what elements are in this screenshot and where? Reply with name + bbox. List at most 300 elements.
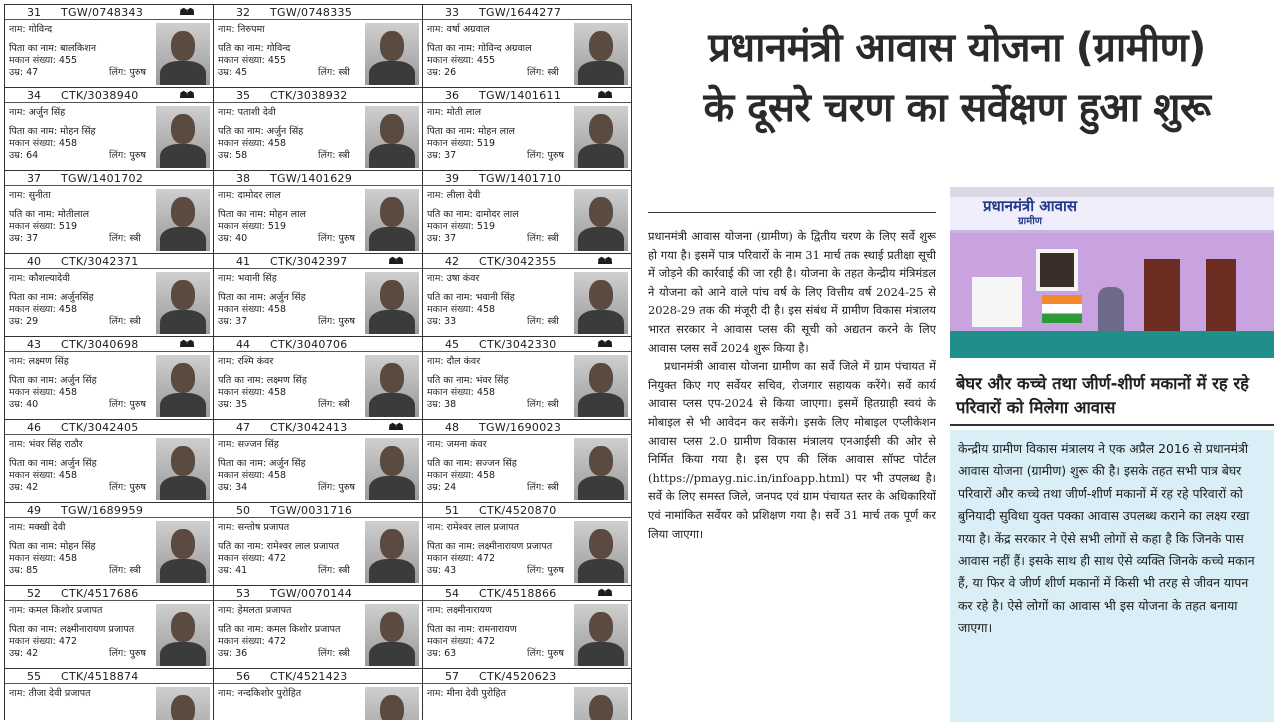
voter-relation: पिता का नाम: लक्ष्मीनारायण प्रजापत	[9, 624, 135, 635]
age-label: उम्र:	[427, 67, 442, 78]
age-label: उम्र:	[9, 316, 24, 327]
voter-photo-head	[171, 363, 195, 393]
voter-card	[214, 88, 423, 171]
voter-house-line	[218, 138, 286, 150]
voter-card-header	[214, 669, 422, 684]
voter-serial: 54	[445, 587, 459, 600]
voter-card	[214, 586, 423, 669]
voter-serial: 49	[27, 504, 41, 517]
voter-photo	[156, 189, 210, 251]
name-label: नाम:	[427, 688, 444, 699]
voter-gender: स्त्री	[547, 233, 559, 244]
voter-relation: पति का नाम: सज्जन सिंह	[427, 458, 517, 469]
voter-house-line	[9, 138, 77, 150]
voter-gender: पुरुष	[338, 482, 356, 493]
voter-gender: पुरुष	[547, 565, 565, 576]
voter-mark-icon: ☗☗	[597, 588, 611, 599]
article-paragraph-1: प्रधानमंत्री आवास योजना (ग्रामीण) के द्वितीय चरण के लिए सर्वे शुरू हो गया है। इसमें पात्र परिवारों के नाम 31 मार्च तक स्थाई प्रतीक्षा सूची में जोड़ने की कार्रवाई की जा रही है। योजना के तहत केन्द्रीय मंत्रिमंडल ने योजना को आने वाले पांच वर्ष के लिए वित्तीय वर्ष 2024-25 से 2028-29 तक की मंजूरी दी है। इस संबंध में ग्रामीण विकास मंत्रालय भारत सरकार ने आवास प्लस की सूची को अद्यतन करने के लिए आवास प्लस सर्वे 2024 शुरू किया है।	[648, 229, 936, 355]
name-label: नाम:	[427, 439, 444, 450]
name-label: नाम:	[218, 107, 235, 118]
house-label: मकान संख्या:	[427, 636, 474, 647]
voter-name-line	[427, 522, 519, 534]
age-label: उम्र:	[218, 648, 233, 659]
voter-serial: 44	[236, 338, 250, 351]
sidebar-box	[950, 430, 1274, 722]
voter-gender-line	[318, 316, 355, 328]
voter-gender-line	[527, 67, 559, 79]
voter-card	[214, 171, 423, 254]
photo-signboard	[960, 199, 1100, 229]
voter-name: भवानी सिंह	[237, 273, 277, 284]
voter-gender: स्त्री	[338, 399, 350, 410]
voter-house-number: 458	[476, 387, 496, 398]
age-label: उम्र:	[427, 482, 442, 493]
voter-name-line	[427, 273, 479, 285]
voter-name-line	[9, 190, 51, 202]
name-label: नाम:	[218, 273, 235, 284]
house-label: मकान संख्या:	[427, 138, 474, 149]
voter-photo-body	[578, 61, 624, 85]
voter-age: 34	[235, 482, 248, 493]
name-label: नाम:	[9, 522, 26, 533]
voter-epic-id: TGW/1401710	[479, 172, 562, 185]
voter-epic-id: TGW/1401611	[479, 89, 562, 102]
voter-house-number: 458	[476, 470, 496, 481]
gender-label: लिंग:	[318, 482, 336, 493]
voter-photo-head	[380, 114, 404, 144]
voter-house-number: 458	[267, 470, 287, 481]
voter-card	[423, 586, 632, 669]
gender-label: लिंग:	[109, 150, 127, 161]
sidebar-headline: बेघर और कच्चे तथा जीर्ण-शीर्ण मकानों में रह रहे परिवारों को मिलेगा आवास	[950, 364, 1274, 426]
voter-house-number: 458	[58, 387, 78, 398]
voter-card-header	[423, 586, 631, 601]
voter-name: गोविन्द	[28, 24, 53, 35]
voter-name-line	[218, 24, 265, 36]
voter-gender-line	[318, 67, 350, 79]
voter-card-header	[214, 254, 422, 269]
voter-gender: पुरुष	[129, 482, 147, 493]
voter-gender-line	[318, 233, 355, 245]
voter-card-header	[423, 669, 631, 684]
voter-relation: पिता का नाम: अर्जुनसिंह	[9, 292, 94, 303]
voter-photo-body	[369, 476, 415, 500]
voter-name-line	[9, 439, 83, 451]
voter-gender: पुरुष	[129, 399, 147, 410]
voter-card-header	[423, 171, 631, 186]
voter-epic-id: TGW/0748343	[61, 6, 144, 19]
voter-photo-head	[589, 280, 613, 310]
house-label: मकान संख्या:	[218, 636, 265, 647]
voter-serial: 38	[236, 172, 250, 185]
house-label: मकान संख्या:	[9, 138, 56, 149]
voter-epic-id: TGW/1644277	[479, 6, 562, 19]
voter-photo-body	[160, 476, 206, 500]
voter-photo	[365, 189, 419, 251]
voter-gender: स्त्री	[338, 67, 350, 78]
voter-photo	[156, 23, 210, 85]
voter-gender-line	[527, 399, 559, 411]
voter-epic-id: TGW/0031716	[270, 504, 353, 517]
house-label: मकान संख्या:	[218, 304, 265, 315]
gender-label: लिंग:	[318, 648, 336, 659]
age-label: उम्र:	[427, 150, 442, 161]
voter-photo-body	[369, 310, 415, 334]
name-label: नाम:	[218, 190, 235, 201]
gender-label: लिंग:	[318, 150, 336, 161]
voter-name: भंवर सिंह राठौर	[28, 439, 83, 450]
voter-house-line	[218, 304, 286, 316]
voter-age: 42	[26, 648, 39, 659]
voter-photo	[156, 355, 210, 417]
voter-photo	[365, 23, 419, 85]
voter-card	[214, 254, 423, 337]
voter-name-line	[427, 190, 480, 202]
voter-gender-line	[109, 316, 141, 328]
voter-house-line	[9, 387, 77, 399]
name-label: नाम:	[9, 688, 26, 699]
voter-relation: पिता का नाम: मोहन लाल	[427, 126, 515, 137]
voter-photo-head	[380, 280, 404, 310]
voter-relation: पिता का नाम: अर्जुन सिंह	[218, 292, 306, 303]
voter-card	[5, 171, 214, 254]
voter-card-header	[5, 586, 213, 601]
age-label: उम्र:	[427, 399, 442, 410]
voter-card-header	[423, 5, 631, 20]
voter-card-header	[5, 337, 213, 352]
voter-relation: पिता का नाम: रामनारायण	[427, 624, 517, 635]
voter-house-number: 455	[476, 55, 496, 66]
voter-house-line	[9, 553, 77, 565]
voter-card	[5, 503, 214, 586]
voter-name: दामोदर लाल	[237, 190, 281, 201]
headline-line-2: के दूसरे चरण का सर्वेक्षण हुआ शुरू	[703, 85, 1211, 131]
name-label: नाम:	[427, 107, 444, 118]
voter-photo	[156, 604, 210, 666]
voter-name-line	[218, 107, 276, 119]
voter-gender: पुरुष	[129, 648, 147, 659]
age-label: उम्र:	[9, 648, 24, 659]
voter-serial: 56	[236, 670, 250, 683]
voter-serial: 40	[27, 255, 41, 268]
voter-mark-icon: ☗☗	[597, 90, 611, 101]
voter-name: दौल कंवर	[446, 356, 481, 367]
voter-relation: पति का नाम: गोविन्द	[218, 43, 291, 54]
voter-gender-line	[109, 233, 141, 245]
voter-card-header	[214, 503, 422, 518]
voter-age: 58	[235, 150, 248, 161]
voter-gender-line	[527, 316, 559, 328]
voter-age-line	[9, 565, 38, 577]
voter-serial: 48	[445, 421, 459, 434]
photo-window	[1036, 249, 1078, 291]
voter-house-number: 458	[267, 138, 287, 149]
voter-epic-id: CTK/4520623	[479, 670, 557, 683]
voter-house-number: 472	[58, 636, 78, 647]
voter-serial: 34	[27, 89, 41, 102]
age-label: उम्र:	[218, 233, 233, 244]
voter-age-line	[9, 482, 38, 494]
name-label: नाम:	[218, 439, 235, 450]
voter-name-line	[218, 439, 279, 451]
voter-card-header	[5, 254, 213, 269]
voter-name-line	[9, 605, 102, 617]
voter-house-line	[427, 470, 495, 482]
voter-epic-id: CTK/4518866	[479, 587, 557, 600]
house-label: मकान संख्या:	[218, 387, 265, 398]
voter-gender: स्त्री	[129, 565, 141, 576]
name-label: नाम:	[427, 605, 444, 616]
voter-relation: पिता का नाम: मोहन सिंह	[9, 126, 96, 137]
voter-card	[5, 586, 214, 669]
voter-house-number: 472	[267, 636, 287, 647]
voter-house-number: 472	[476, 636, 496, 647]
voter-photo-body	[578, 144, 624, 168]
voter-age-line	[427, 565, 456, 577]
voter-age: 64	[26, 150, 39, 161]
voter-name: मीना देवी पुरोहित	[446, 688, 507, 699]
voter-house-number: 458	[58, 138, 78, 149]
voter-photo-head	[380, 363, 404, 393]
voter-card	[423, 88, 632, 171]
voter-gender-line	[527, 565, 564, 577]
voter-name-line	[218, 522, 289, 534]
signboard-title: प्रधानमंत्री आवास	[982, 197, 1078, 215]
voter-photo-head	[171, 612, 195, 642]
voter-photo-body	[160, 393, 206, 417]
voter-age-line	[427, 316, 456, 328]
voter-age: 35	[235, 399, 248, 410]
gender-label: लिंग:	[527, 565, 545, 576]
voter-photo-head	[380, 446, 404, 476]
voter-serial: 45	[445, 338, 459, 351]
voter-card-header	[5, 171, 213, 186]
voter-relation: पति का नाम: रामेश्वर लाल प्रजापत	[218, 541, 340, 552]
voter-age: 37	[444, 233, 457, 244]
voter-gender: स्त्री	[338, 150, 350, 161]
voter-age-line	[427, 150, 456, 162]
name-label: नाम:	[218, 24, 235, 35]
voter-photo	[156, 438, 210, 500]
voter-photo-head	[380, 197, 404, 227]
voter-epic-id: CTK/4518874	[61, 670, 139, 683]
voter-epic-id: TGW/0748335	[270, 6, 353, 19]
voter-name-line	[218, 605, 291, 617]
voter-house-line	[218, 470, 286, 482]
voter-card	[423, 5, 632, 88]
voter-mark-icon: ☗☗	[179, 90, 193, 101]
voter-house-number: 458	[58, 470, 78, 481]
photo-poster	[972, 277, 1022, 327]
age-label: उम्र:	[427, 648, 442, 659]
voter-name-line	[427, 356, 480, 368]
voter-photo-head	[380, 31, 404, 61]
voter-card	[214, 420, 423, 503]
voter-gender-line	[318, 648, 350, 660]
voter-age: 42	[26, 482, 39, 493]
gender-label: लिंग:	[527, 482, 545, 493]
voter-age-line	[9, 316, 38, 328]
article-body	[648, 212, 936, 717]
voter-house-line	[427, 387, 495, 399]
voter-age-line	[218, 565, 247, 577]
voter-photo	[365, 272, 419, 334]
voter-photo-head	[171, 695, 195, 720]
voter-house-number: 519	[267, 221, 287, 232]
gender-label: लिंग:	[109, 67, 127, 78]
voter-mark-icon: ☗☗	[597, 339, 611, 350]
voter-name-line	[427, 24, 490, 36]
voter-name-line	[9, 522, 66, 534]
gender-label: लिंग:	[318, 565, 336, 576]
voter-name: लक्ष्मण सिंह	[28, 356, 69, 367]
voter-photo-body	[578, 559, 624, 583]
voter-gender: पुरुष	[129, 67, 147, 78]
voter-photo-head	[171, 114, 195, 144]
sidebar-body: केन्द्रीय ग्रामीण विकास मंत्रालय ने एक अप्रैल 2016 से प्रधानमंत्री आवास योजना (ग्रामीण) शुरू की है। इसके तहत सभी पात्र बेघर परिवारों और कच्चे तथा जीर्ण-शीर्ण मकानों में रह रहे परिवारों को बुनियादी सुविधा युक्त पक्का आवास उपलब्ध कराने का लक्ष्य रखा गया है। केंद्र सरकार ने ऐसे सभी लोगों से कहा है कि जिनके पास आवास नहीं हैं। इसके साथ ही साथ ऐसे व्यक्ति जिनके कच्चे मकान हैं, या फिर वे जीर्ण शीर्ण मकानों में किसी भी तरह से जीवन यापन कर रहे है। ऐसे लोगों का आवास भी इस योजना के तहत बनाया जाएगा।	[958, 441, 1255, 636]
age-label: उम्र:	[9, 482, 24, 493]
voter-age-line	[427, 233, 456, 245]
name-label: नाम:	[427, 24, 444, 35]
voter-age: 63	[444, 648, 457, 659]
voter-card-header	[214, 337, 422, 352]
voter-photo	[365, 106, 419, 168]
voter-relation: पति का नाम: भंवर सिंह	[427, 375, 509, 386]
gender-label: लिंग:	[527, 67, 545, 78]
gender-label: लिंग:	[109, 565, 127, 576]
voter-age-line	[9, 648, 38, 660]
voter-photo	[574, 355, 628, 417]
voter-house-number: 458	[476, 304, 496, 315]
voter-name: कौशल्यादेवी	[28, 273, 70, 284]
voter-house-number: 458	[267, 387, 287, 398]
name-label: नाम:	[218, 688, 235, 699]
voter-age: 37	[26, 233, 39, 244]
voter-house-line	[218, 553, 286, 565]
voter-age: 40	[235, 233, 248, 244]
voter-age-line	[218, 316, 247, 328]
voter-house-line	[218, 221, 286, 233]
voter-card-header	[214, 88, 422, 103]
gender-label: लिंग:	[527, 150, 545, 161]
voter-name: लक्ष्मीनारायण	[446, 605, 492, 616]
voter-name: तीजा देवी प्रजापत	[28, 688, 91, 699]
voter-age: 24	[444, 482, 457, 493]
voter-epic-id: CTK/4521423	[270, 670, 348, 683]
voter-gender-line	[109, 67, 146, 79]
voter-gender: स्त्री	[338, 565, 350, 576]
voter-relation: पति का नाम: दामोदर लाल	[427, 209, 519, 220]
voter-card	[423, 420, 632, 503]
voter-age-line	[427, 482, 456, 494]
voter-photo-head	[380, 612, 404, 642]
house-label: मकान संख्या:	[9, 470, 56, 481]
house-label: मकान संख्या:	[9, 636, 56, 647]
voter-photo-body	[578, 310, 624, 334]
voter-relation: पिता का नाम: मोहन लाल	[218, 209, 306, 220]
photo-floor	[950, 331, 1274, 358]
voter-gender: स्त्री	[547, 67, 559, 78]
voter-gender: स्त्री	[547, 482, 559, 493]
voter-name-line	[427, 688, 506, 700]
voter-mark-icon: ☗☗	[388, 422, 402, 433]
voter-age: 45	[235, 67, 248, 78]
voter-age: 85	[26, 565, 39, 576]
house-label: मकान संख्या:	[427, 553, 474, 564]
name-label: नाम:	[427, 356, 444, 367]
voter-name: सुनीता	[28, 190, 51, 201]
voter-card	[5, 669, 214, 720]
voter-name-line	[218, 356, 273, 368]
voter-relation: पति का नाम: मोतीलाल	[9, 209, 90, 220]
voter-photo	[574, 438, 628, 500]
voter-card-header	[214, 586, 422, 601]
voter-photo	[574, 521, 628, 583]
voter-photo	[574, 106, 628, 168]
age-label: उम्र:	[218, 67, 233, 78]
voter-house-line	[9, 55, 77, 67]
voter-gender-line	[527, 482, 559, 494]
voter-age: 29	[26, 316, 39, 327]
voter-name: सन्तोष प्रजापत	[237, 522, 290, 533]
voter-photo-head	[589, 529, 613, 559]
voter-gender: स्त्री	[547, 399, 559, 410]
voter-age-line	[9, 399, 38, 411]
voter-gender-line	[109, 482, 146, 494]
house-label: मकान संख्या:	[427, 387, 474, 398]
voter-photo-body	[578, 393, 624, 417]
voter-relation: पति का नाम: कमल किशोर प्रजापत	[218, 624, 341, 635]
voter-card-header	[5, 503, 213, 518]
age-label: उम्र:	[218, 316, 233, 327]
voter-photo	[574, 687, 628, 720]
voter-name: पताशी देवी	[237, 107, 276, 118]
voter-relation: पिता का नाम: मोहन सिंह	[9, 541, 96, 552]
voter-card	[423, 337, 632, 420]
voter-serial: 31	[27, 6, 41, 19]
voter-name: जमना कंवर	[446, 439, 487, 450]
voter-relation: पिता का नाम: लक्ष्मीनारायण प्रजापत	[427, 541, 553, 552]
voter-name: अर्जुन सिंह	[28, 107, 66, 118]
voter-gender-line	[527, 150, 564, 162]
gender-label: लिंग:	[109, 233, 127, 244]
voter-gender: स्त्री	[129, 233, 141, 244]
voter-serial: 46	[27, 421, 41, 434]
voter-name-line	[427, 605, 492, 617]
voter-photo-head	[171, 197, 195, 227]
voter-photo-head	[380, 529, 404, 559]
voter-photo	[365, 355, 419, 417]
voter-serial: 35	[236, 89, 250, 102]
voter-card	[214, 669, 423, 720]
voter-house-line	[218, 387, 286, 399]
voter-age-line	[218, 399, 247, 411]
voter-photo-body	[578, 642, 624, 666]
age-label: उम्र:	[218, 482, 233, 493]
voter-card	[214, 337, 423, 420]
gender-label: लिंग:	[318, 233, 336, 244]
voter-age-line	[218, 67, 247, 79]
article-paragraph-2: प्रधानमंत्री आवास योजना ग्रामीण का सर्वे जिले में ग्राम पंचायत में नियुक्त किए गए सर्वेयर सचिव, रोजगार सहायक करेंगे। सर्वे कार्य आवास प्लस एप-2024 से किया जाएगा। इसमें हितग्राही स्वयं के मोबाइल से भी आवेदन कर सकेंगे। इसके लिए मोबाइल एप्लीकेशन आवास प्लस 2.0 ग्रामीण विकास मंत्रालय एनआईसी की ओर से निर्मित किया गया है। इस एप की लिंक आवास सॉफ्ट पोर्टल (https://pmayg.nic.in/infoapp.html) पर भी उपलब्ध है। सर्वे के लिए समस्त जिले, जनपद एवं ग्राम पंचायत स्तर के अधिकारियों एवं नामांकित सर्वेयर को प्रशिक्षण गया है। सर्वे 31 मार्च तक पूर्ण कर लिया जाएगा।	[648, 359, 936, 541]
voter-epic-id: TGW/1401629	[270, 172, 353, 185]
gender-label: लिंग:	[527, 648, 545, 659]
name-label: नाम:	[9, 605, 26, 616]
voter-name-line	[9, 356, 69, 368]
voter-name-line	[9, 107, 65, 119]
voter-gender: पुरुष	[338, 316, 356, 327]
voter-photo	[574, 23, 628, 85]
voter-photo-head	[171, 446, 195, 476]
